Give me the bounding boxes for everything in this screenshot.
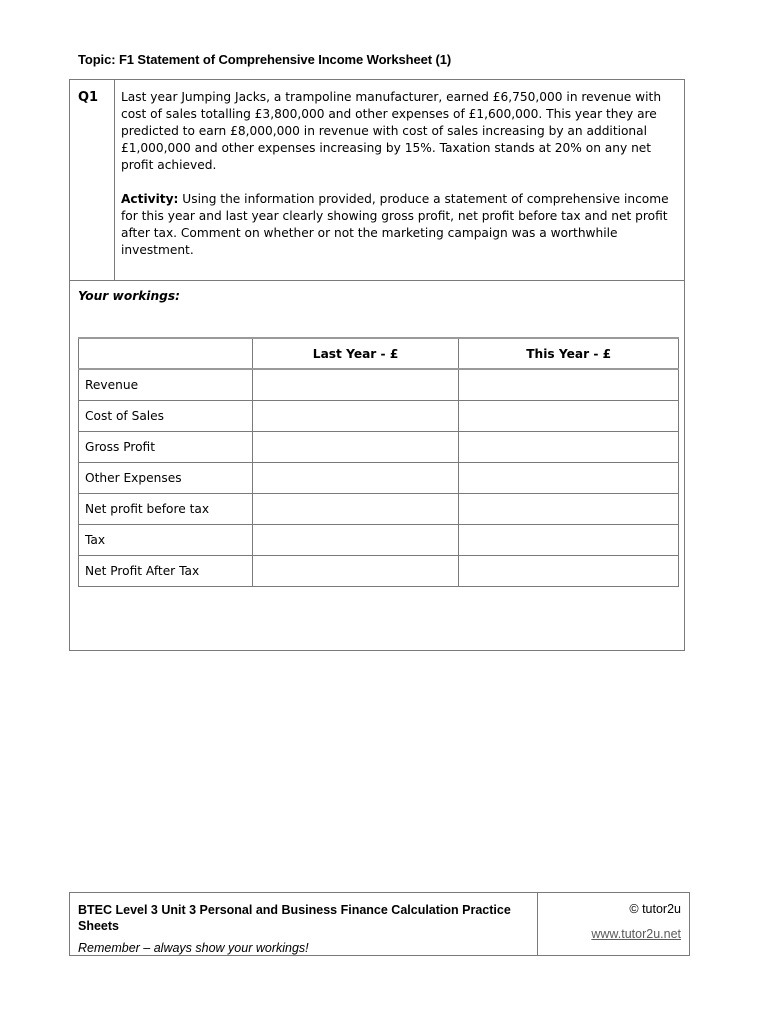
other-expenses-this-year-cell[interactable] [459, 462, 679, 493]
question-box [69, 79, 685, 651]
footer-divider [537, 893, 538, 955]
table-row [79, 400, 679, 431]
row-label-tax: Tax [79, 524, 253, 555]
net-profit-after-tax-last-year-cell[interactable] [252, 555, 459, 586]
activity-text-block [121, 191, 681, 259]
cost-of-sales-last-year-cell[interactable] [252, 400, 459, 431]
tax-last-year-cell[interactable] [252, 524, 459, 555]
revenue-this-year-cell[interactable] [459, 369, 679, 400]
table-row [79, 555, 679, 586]
footer-title: BTEC Level 3 Unit 3 Personal and Business Finance Calculation Practice Sheets [78, 903, 511, 933]
table-row [79, 431, 679, 462]
question-divider [114, 80, 115, 280]
income-statement-table [78, 337, 679, 587]
table-row [79, 369, 679, 400]
activity-label: Activity: [121, 192, 179, 206]
table-header-row [79, 338, 679, 369]
footer [69, 892, 690, 956]
row-label-cost-of-sales: Cost of Sales [79, 400, 253, 431]
table-row [79, 462, 679, 493]
footer-copyright: © tutor2u [629, 902, 681, 916]
question-text-block [121, 89, 681, 259]
question-text: Last year Jumping Jacks, a trampoline manufacturer, earned £6,750,000 in revenue with cost of sales totalling £3,800,000 and other expenses of £1,600,000. This year they are predicted to earn £8,000,000 in revenue with cost of sales increasing by an additional £1,000,000 and other expenses increasing by 15%. Taxation stands at 20% on any net profit achieved. [121, 90, 662, 172]
revenue-last-year-cell[interactable] [252, 369, 459, 400]
footer-link[interactable]: www.tutor2u.net [591, 927, 681, 941]
activity-text: Using the information provided, produce a statement of comprehensive income for this year and last year clearly showing gross profit, net profit before tax and net profit after tax. Comment on whether or not the marketing campaign was a worthwhile investment. [121, 192, 669, 257]
gross-profit-this-year-cell[interactable] [459, 431, 679, 462]
cost-of-sales-this-year-cell[interactable] [459, 400, 679, 431]
footer-note: Remember – always show your workings! [78, 941, 309, 955]
row-label-revenue: Revenue [79, 369, 253, 400]
question-row [70, 80, 684, 281]
table-row [79, 524, 679, 555]
net-profit-before-tax-this-year-cell[interactable] [459, 493, 679, 524]
net-profit-before-tax-last-year-cell[interactable] [252, 493, 459, 524]
row-label-other-expenses: Other Expenses [79, 462, 253, 493]
header-last-year: Last Year - £ [252, 338, 459, 369]
row-label-net-profit-before-tax: Net profit before tax [79, 493, 253, 524]
header-blank [79, 338, 253, 369]
tax-this-year-cell[interactable] [459, 524, 679, 555]
row-label-net-profit-after-tax: Net Profit After Tax [79, 555, 253, 586]
row-label-gross-profit: Gross Profit [79, 431, 253, 462]
page-title: Topic: F1 Statement of Comprehensive Income Worksheet (1) [78, 52, 452, 67]
gross-profit-last-year-cell[interactable] [252, 431, 459, 462]
question-label: Q1 [78, 90, 99, 105]
header-this-year: This Year - £ [459, 338, 679, 369]
other-expenses-last-year-cell[interactable] [252, 462, 459, 493]
net-profit-after-tax-this-year-cell[interactable] [459, 555, 679, 586]
workings-label: Your workings: [78, 289, 181, 303]
table-row [79, 493, 679, 524]
